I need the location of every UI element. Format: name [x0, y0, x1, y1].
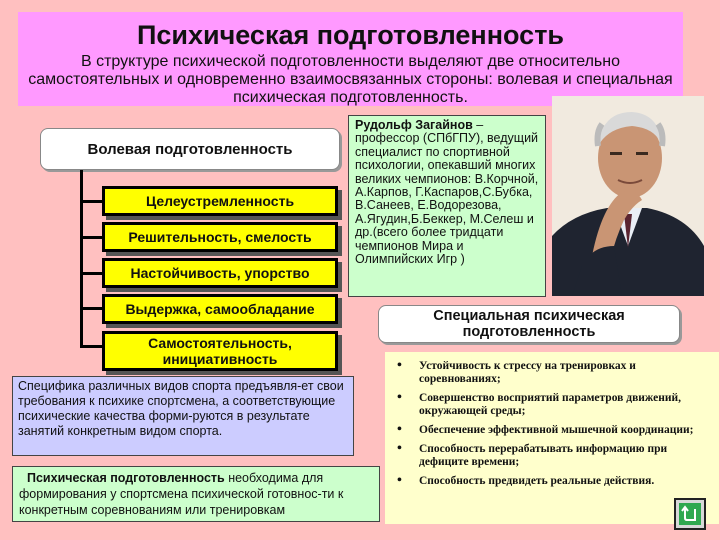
slide-title: Психическая подготовленность: [136, 20, 565, 50]
volevaya-item: Настойчивость, упорство: [102, 258, 338, 288]
tree-branch-line: [80, 236, 102, 239]
tree-branch-line: [80, 272, 102, 275]
tree-branch-line: [80, 345, 102, 348]
readiness-note-lead: Психическая подготовленность: [27, 471, 225, 485]
special-list-box: [385, 352, 719, 524]
volevaya-heading: Волевая подготовленность: [40, 128, 340, 170]
tree-branch-line: [80, 307, 102, 310]
volevaya-item: Решительность, смелость: [102, 222, 338, 252]
portrait-photo: [552, 96, 704, 296]
bio-name: Рудольф Загайнов: [355, 118, 473, 132]
tree-trunk-line: [80, 170, 83, 347]
slide-subtitle: В структуре психической подготовленности выделяют две относительно самостоятельных и одновременно взаимосвязанных стороны: волевая и специальная психическая подготовленность.: [28, 53, 673, 106]
bio-text: – профессор (СПбГПУ), ведущий специалист по спортивной психологии, опекавший многих великих чемпионов: В.Корчной, А.Карпов, Г.Каспаров,С.Бубка, В.Санеев, Е.Водорезова, А.Ягудин,Б.Беккер, М.Селеш и др.(всего более тридцати чемпионов Мира и Олимпийских Игр ): [355, 118, 539, 267]
bio-box: [348, 115, 546, 297]
tree-branch-line: [80, 200, 102, 203]
volevaya-item: Самостоятельность, инициативность: [102, 331, 338, 371]
special-heading: Специальная психическая подготовленность: [378, 305, 680, 343]
readiness-note-text: необходима для формирования у спортсмена психической готовнос-ти к конкретным соревнованиям или тренировкам: [19, 471, 344, 517]
list-item: • Устойчивость к стрессу на тренировках и соревнованиях;: [395, 360, 711, 386]
volevaya-item: Целеустремленность: [102, 186, 338, 216]
list-item: • Совершенство восприятий параметров движений, окружающей среды;: [395, 392, 711, 418]
special-list: [395, 360, 711, 488]
title-panel: [18, 12, 683, 106]
list-item: • Способность перерабатывать информацию при дефиците времени;: [395, 443, 711, 469]
portrait-illustration: [552, 96, 704, 296]
back-button[interactable]: [674, 498, 706, 530]
readiness-note: [12, 466, 380, 522]
volevaya-item: Выдержка, самообладание: [102, 294, 338, 324]
list-item: • Способность предвидеть реальные действия.: [395, 475, 711, 488]
list-item: • Обеспечение эффективной мышечной координации;: [395, 424, 711, 437]
sport-specifics-note: Специфика различных видов спорта предъявля-ет свои требования к психике спортсмена, а соответствующие психические качества форми-руются в результате занятий конкретным видом спорта.: [12, 376, 354, 456]
return-arrow-icon: [679, 503, 701, 525]
